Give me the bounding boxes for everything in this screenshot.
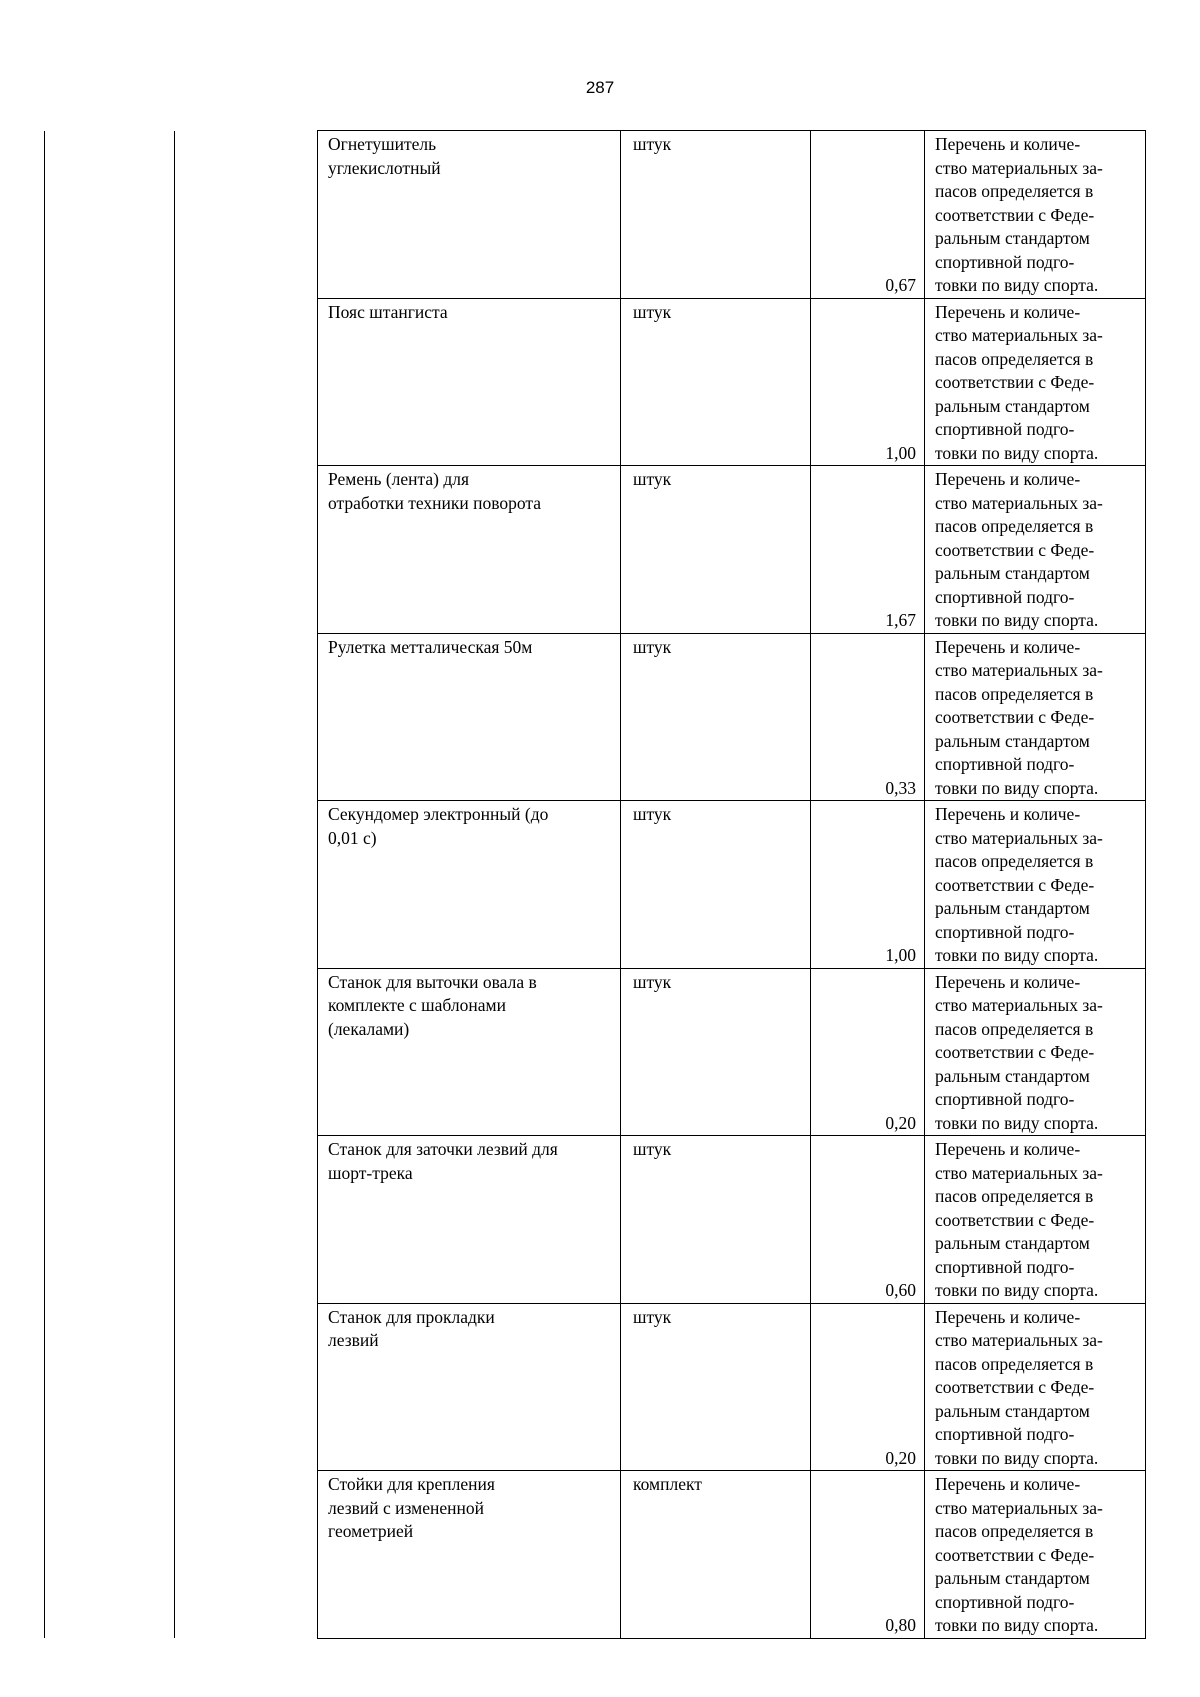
note-line: товки по виду спорта. — [935, 442, 1099, 463]
blank-cell-2 — [175, 968, 318, 1136]
note-line: соответствии с Феде- — [935, 1209, 1095, 1230]
table-row — [45, 1471, 1146, 1639]
table-row — [45, 298, 1146, 466]
item-name-line: Рулетка метталическая 50м — [328, 636, 533, 657]
note-line: ральным стандартом — [935, 898, 1090, 918]
item-name-line: Станок для заточки лезвий для — [328, 1139, 558, 1159]
note-line: ральным стандартом — [935, 1065, 1090, 1086]
item-name-cell — [318, 131, 621, 299]
item-name-line: Огнетушитель — [328, 134, 437, 154]
note-line: спортивной подго- — [935, 251, 1075, 272]
item-name-line: Ремень (лента) для — [328, 469, 470, 489]
blank-cell-1 — [45, 968, 175, 1136]
note-line: товки по виду спорта. — [935, 945, 1099, 965]
item-name-cell — [318, 801, 621, 969]
materials-table — [44, 130, 1146, 1639]
note-cell — [925, 1303, 1146, 1471]
note-line: соответствии с Феде- — [935, 707, 1095, 727]
note-line: ральным стандартом — [935, 730, 1090, 751]
note-line: товки по виду спорта. — [935, 1280, 1099, 1300]
item-name-line: (лекалами) — [328, 1018, 410, 1039]
quantity-cell: 0,33 — [811, 633, 925, 801]
blank-cell-2 — [175, 1136, 318, 1304]
unit-cell: штук — [621, 633, 811, 801]
unit-cell: штук — [621, 1136, 811, 1304]
note-line: пасов определяется в — [935, 516, 1094, 536]
quantity-cell: 1,67 — [811, 466, 925, 634]
note-line: ральным стандартом — [935, 1233, 1090, 1253]
note-line: спортивной подго- — [935, 921, 1075, 942]
blank-cell-2 — [175, 1471, 318, 1639]
blank-cell-1 — [45, 801, 175, 969]
note-line: товки по виду спорта. — [935, 1112, 1099, 1133]
note-line: товки по виду спорта. — [935, 275, 1099, 295]
blank-cell-2 — [175, 298, 318, 466]
note-line: спортивной подго- — [935, 586, 1075, 607]
quantity-cell: 0,60 — [811, 1136, 925, 1304]
note-line: спортивной подго- — [935, 1424, 1075, 1444]
unit-cell: штук — [621, 131, 811, 299]
note-line: пасов определяется в — [935, 181, 1094, 201]
note-line: Перечень и количе- — [935, 804, 1081, 824]
note-line: товки по виду спорта. — [935, 610, 1099, 630]
note-line: соответствии с Феде- — [935, 204, 1095, 225]
table-row — [45, 968, 1146, 1136]
note-line: ство материальных за- — [935, 492, 1103, 513]
table-row — [45, 466, 1146, 634]
note-line: ральным стандартом — [935, 395, 1090, 416]
note-line: пасов определяется в — [935, 1018, 1094, 1039]
blank-cell-2 — [175, 131, 318, 299]
blank-cell-1 — [45, 131, 175, 299]
note-line: соответствии с Феде- — [935, 1042, 1095, 1062]
blank-cell-1 — [45, 298, 175, 466]
item-name-line: Пояс штангиста — [328, 301, 448, 322]
blank-cell-1 — [45, 466, 175, 634]
note-line: ральным стандартом — [935, 228, 1090, 248]
unit-cell: штук — [621, 298, 811, 466]
note-line: товки по виду спорта. — [935, 1615, 1099, 1635]
table-row — [45, 1136, 1146, 1304]
unit-cell: комплект — [621, 1471, 811, 1639]
note-line: соответствии с Феде- — [935, 539, 1095, 560]
note-cell — [925, 298, 1146, 466]
item-name-cell — [318, 1136, 621, 1304]
note-line: Перечень и количе- — [935, 1139, 1081, 1159]
item-name-line: лезвий — [328, 1330, 379, 1350]
unit-cell: штук — [621, 1303, 811, 1471]
quantity-cell: 0,20 — [811, 968, 925, 1136]
note-line: пасов определяется в — [935, 1353, 1094, 1374]
table-row — [45, 801, 1146, 969]
blank-cell-1 — [45, 1303, 175, 1471]
note-line: ство материальных за- — [935, 1162, 1103, 1183]
note-line: Перечень и количе- — [935, 134, 1081, 154]
note-line: ство материальных за- — [935, 1497, 1103, 1518]
table-row — [45, 1303, 1146, 1471]
note-line: Перечень и количе- — [935, 636, 1081, 657]
table-row — [45, 633, 1146, 801]
note-line: ральным стандартом — [935, 1568, 1090, 1588]
item-name-line: углекислотный — [328, 157, 441, 178]
quantity-cell: 0,67 — [811, 131, 925, 299]
page-number: 287 — [585, 78, 615, 97]
item-name-cell — [318, 633, 621, 801]
note-line: пасов определяется в — [935, 1521, 1094, 1541]
table-row — [45, 131, 1146, 299]
note-line: ство материальных за- — [935, 157, 1103, 178]
note-line: ство материальных за- — [935, 995, 1103, 1015]
note-line: товки по виду спорта. — [935, 1447, 1099, 1468]
note-cell — [925, 633, 1146, 801]
note-cell — [925, 131, 1146, 299]
note-line: соответствии с Феде- — [935, 874, 1095, 895]
note-line: пасов определяется в — [935, 1186, 1094, 1206]
item-name-cell — [318, 1303, 621, 1471]
note-line: ральным стандартом — [935, 1400, 1090, 1421]
note-line: спортивной подго- — [935, 419, 1075, 439]
note-line: пасов определяется в — [935, 851, 1094, 871]
item-name-line: Станок для выточки овала в — [328, 971, 537, 992]
note-line: Перечень и количе- — [935, 971, 1081, 992]
materials-table-body — [45, 131, 1146, 1639]
blank-cell-1 — [45, 1471, 175, 1639]
blank-cell-2 — [175, 1303, 318, 1471]
note-line: соответствии с Феде- — [935, 372, 1095, 392]
note-line: ральным стандартом — [935, 563, 1090, 583]
blank-cell-2 — [175, 466, 318, 634]
item-name-line: Станок для прокладки — [328, 1306, 495, 1327]
note-cell — [925, 1136, 1146, 1304]
note-line: ство материальных за- — [935, 1330, 1103, 1350]
note-line: пасов определяется в — [935, 348, 1094, 369]
note-line: соответствии с Феде- — [935, 1377, 1095, 1397]
note-line: ство материальных за- — [935, 325, 1103, 345]
note-cell — [925, 466, 1146, 634]
blank-cell-2 — [175, 801, 318, 969]
blank-cell-2 — [175, 633, 318, 801]
note-line: ство материальных за- — [935, 827, 1103, 848]
item-name-cell — [318, 466, 621, 634]
unit-cell: штук — [621, 968, 811, 1136]
item-name-line: комплекте с шаблонами — [328, 995, 506, 1015]
note-cell — [925, 1471, 1146, 1639]
note-line: Перечень и количе- — [935, 1306, 1081, 1327]
note-line: ство материальных за- — [935, 660, 1103, 680]
item-name-cell — [318, 298, 621, 466]
item-name-line: Секундомер электронный (до — [328, 804, 549, 824]
item-name-cell — [318, 968, 621, 1136]
blank-cell-1 — [45, 1136, 175, 1304]
unit-cell: штук — [621, 466, 811, 634]
unit-cell: штук — [621, 801, 811, 969]
note-line: спортивной подго- — [935, 1591, 1075, 1612]
note-line: спортивной подго- — [935, 1256, 1075, 1277]
note-cell — [925, 801, 1146, 969]
note-line: пасов определяется в — [935, 683, 1094, 704]
note-cell — [925, 968, 1146, 1136]
item-name-line: лезвий с измененной — [328, 1497, 484, 1518]
note-line: спортивной подго- — [935, 1089, 1075, 1109]
note-line: спортивной подго- — [935, 754, 1075, 774]
note-line: товки по виду спорта. — [935, 777, 1099, 798]
item-name-line: отработки техники поворота — [328, 492, 542, 513]
note-line: Перечень и количе- — [935, 1474, 1081, 1494]
note-line: Перечень и количе- — [935, 469, 1081, 489]
item-name-line: Стойки для крепления — [328, 1474, 495, 1494]
quantity-cell: 1,00 — [811, 298, 925, 466]
note-line: Перечень и количе- — [935, 301, 1081, 322]
item-name-line: шорт-трека — [328, 1162, 413, 1183]
item-name-line: 0,01 с) — [328, 827, 377, 848]
quantity-cell: 0,80 — [811, 1471, 925, 1639]
item-name-cell — [318, 1471, 621, 1639]
item-name-line: геометрией — [328, 1521, 414, 1541]
note-line: соответствии с Феде- — [935, 1544, 1095, 1565]
blank-cell-1 — [45, 633, 175, 801]
quantity-cell: 0,20 — [811, 1303, 925, 1471]
quantity-cell: 1,00 — [811, 801, 925, 969]
